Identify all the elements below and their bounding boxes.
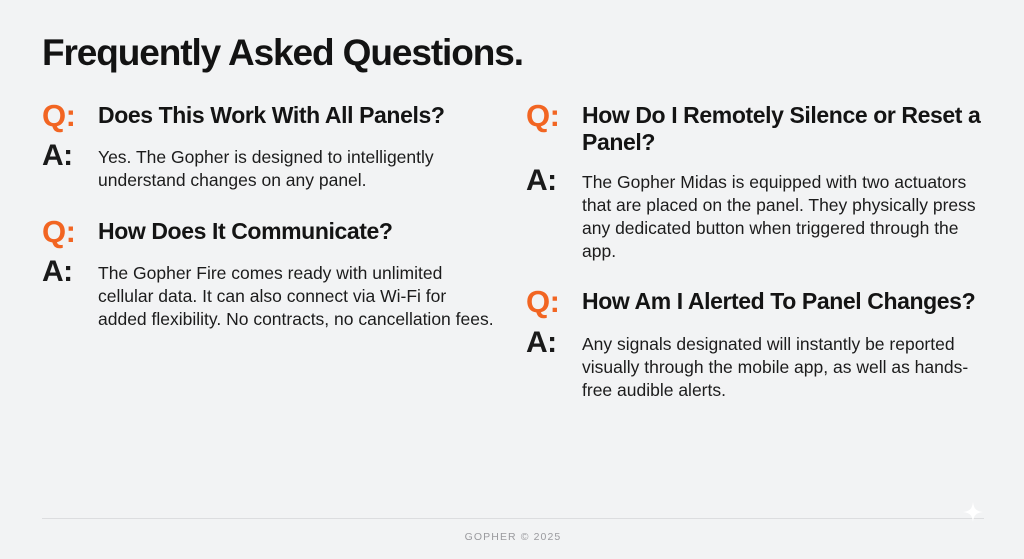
- question-marker: Q:: [526, 284, 560, 320]
- answer-text: The Gopher Midas is equipped with two actuators that are placed on the panel. They physically press any dedicated button when triggered through the app.: [582, 172, 976, 262]
- question-text: How Do I Remotely Silence or Reset a Panel?: [582, 101, 981, 156]
- footer-text: GOPHER © 2025: [464, 531, 562, 543]
- answer-row: [526, 327, 984, 402]
- footer: [42, 518, 984, 543]
- question-marker: Q:: [526, 97, 560, 133]
- answer-text: Any signals designated will instantly be reported visually through the mobile app, as well as hands-free audible alerts.: [582, 333, 969, 401]
- faq-grid: [42, 99, 984, 424]
- answer-marker: A:: [526, 164, 557, 198]
- question-row: [526, 99, 984, 157]
- answer-row: [42, 256, 502, 331]
- answer-marker: A:: [42, 139, 73, 173]
- question-text: How Does It Communicate?: [98, 217, 393, 244]
- answer-marker: A:: [42, 254, 73, 288]
- question-text: Does This Work With All Panels?: [98, 101, 445, 128]
- question-text: How Am I Alerted To Panel Changes?: [582, 288, 976, 315]
- faq-item: [526, 99, 984, 264]
- faq-item: [42, 99, 502, 193]
- faq-item: [42, 215, 502, 332]
- faq-item: [526, 285, 984, 402]
- question-marker: Q:: [42, 213, 76, 249]
- answer-marker: A:: [526, 325, 557, 359]
- question-row: [42, 215, 502, 248]
- question-marker: Q:: [42, 97, 76, 133]
- faq-column-left: [42, 99, 502, 424]
- sparkle-icon: [962, 501, 984, 523]
- faq-column-right: [526, 99, 984, 424]
- question-row: [42, 99, 502, 132]
- answer-row: [42, 140, 502, 192]
- answer-text: Yes. The Gopher is designed to intelligently understand changes on any panel.: [98, 147, 434, 191]
- page-title: Frequently Asked Questions.: [42, 32, 523, 73]
- answer-text: The Gopher Fire comes ready with unlimited cellular data. It can also connect via Wi-Fi for added flexibility. No contracts, no cancellation fees.: [98, 262, 494, 330]
- footer-divider: [42, 518, 984, 519]
- question-row: [526, 285, 984, 318]
- answer-row: [526, 165, 984, 263]
